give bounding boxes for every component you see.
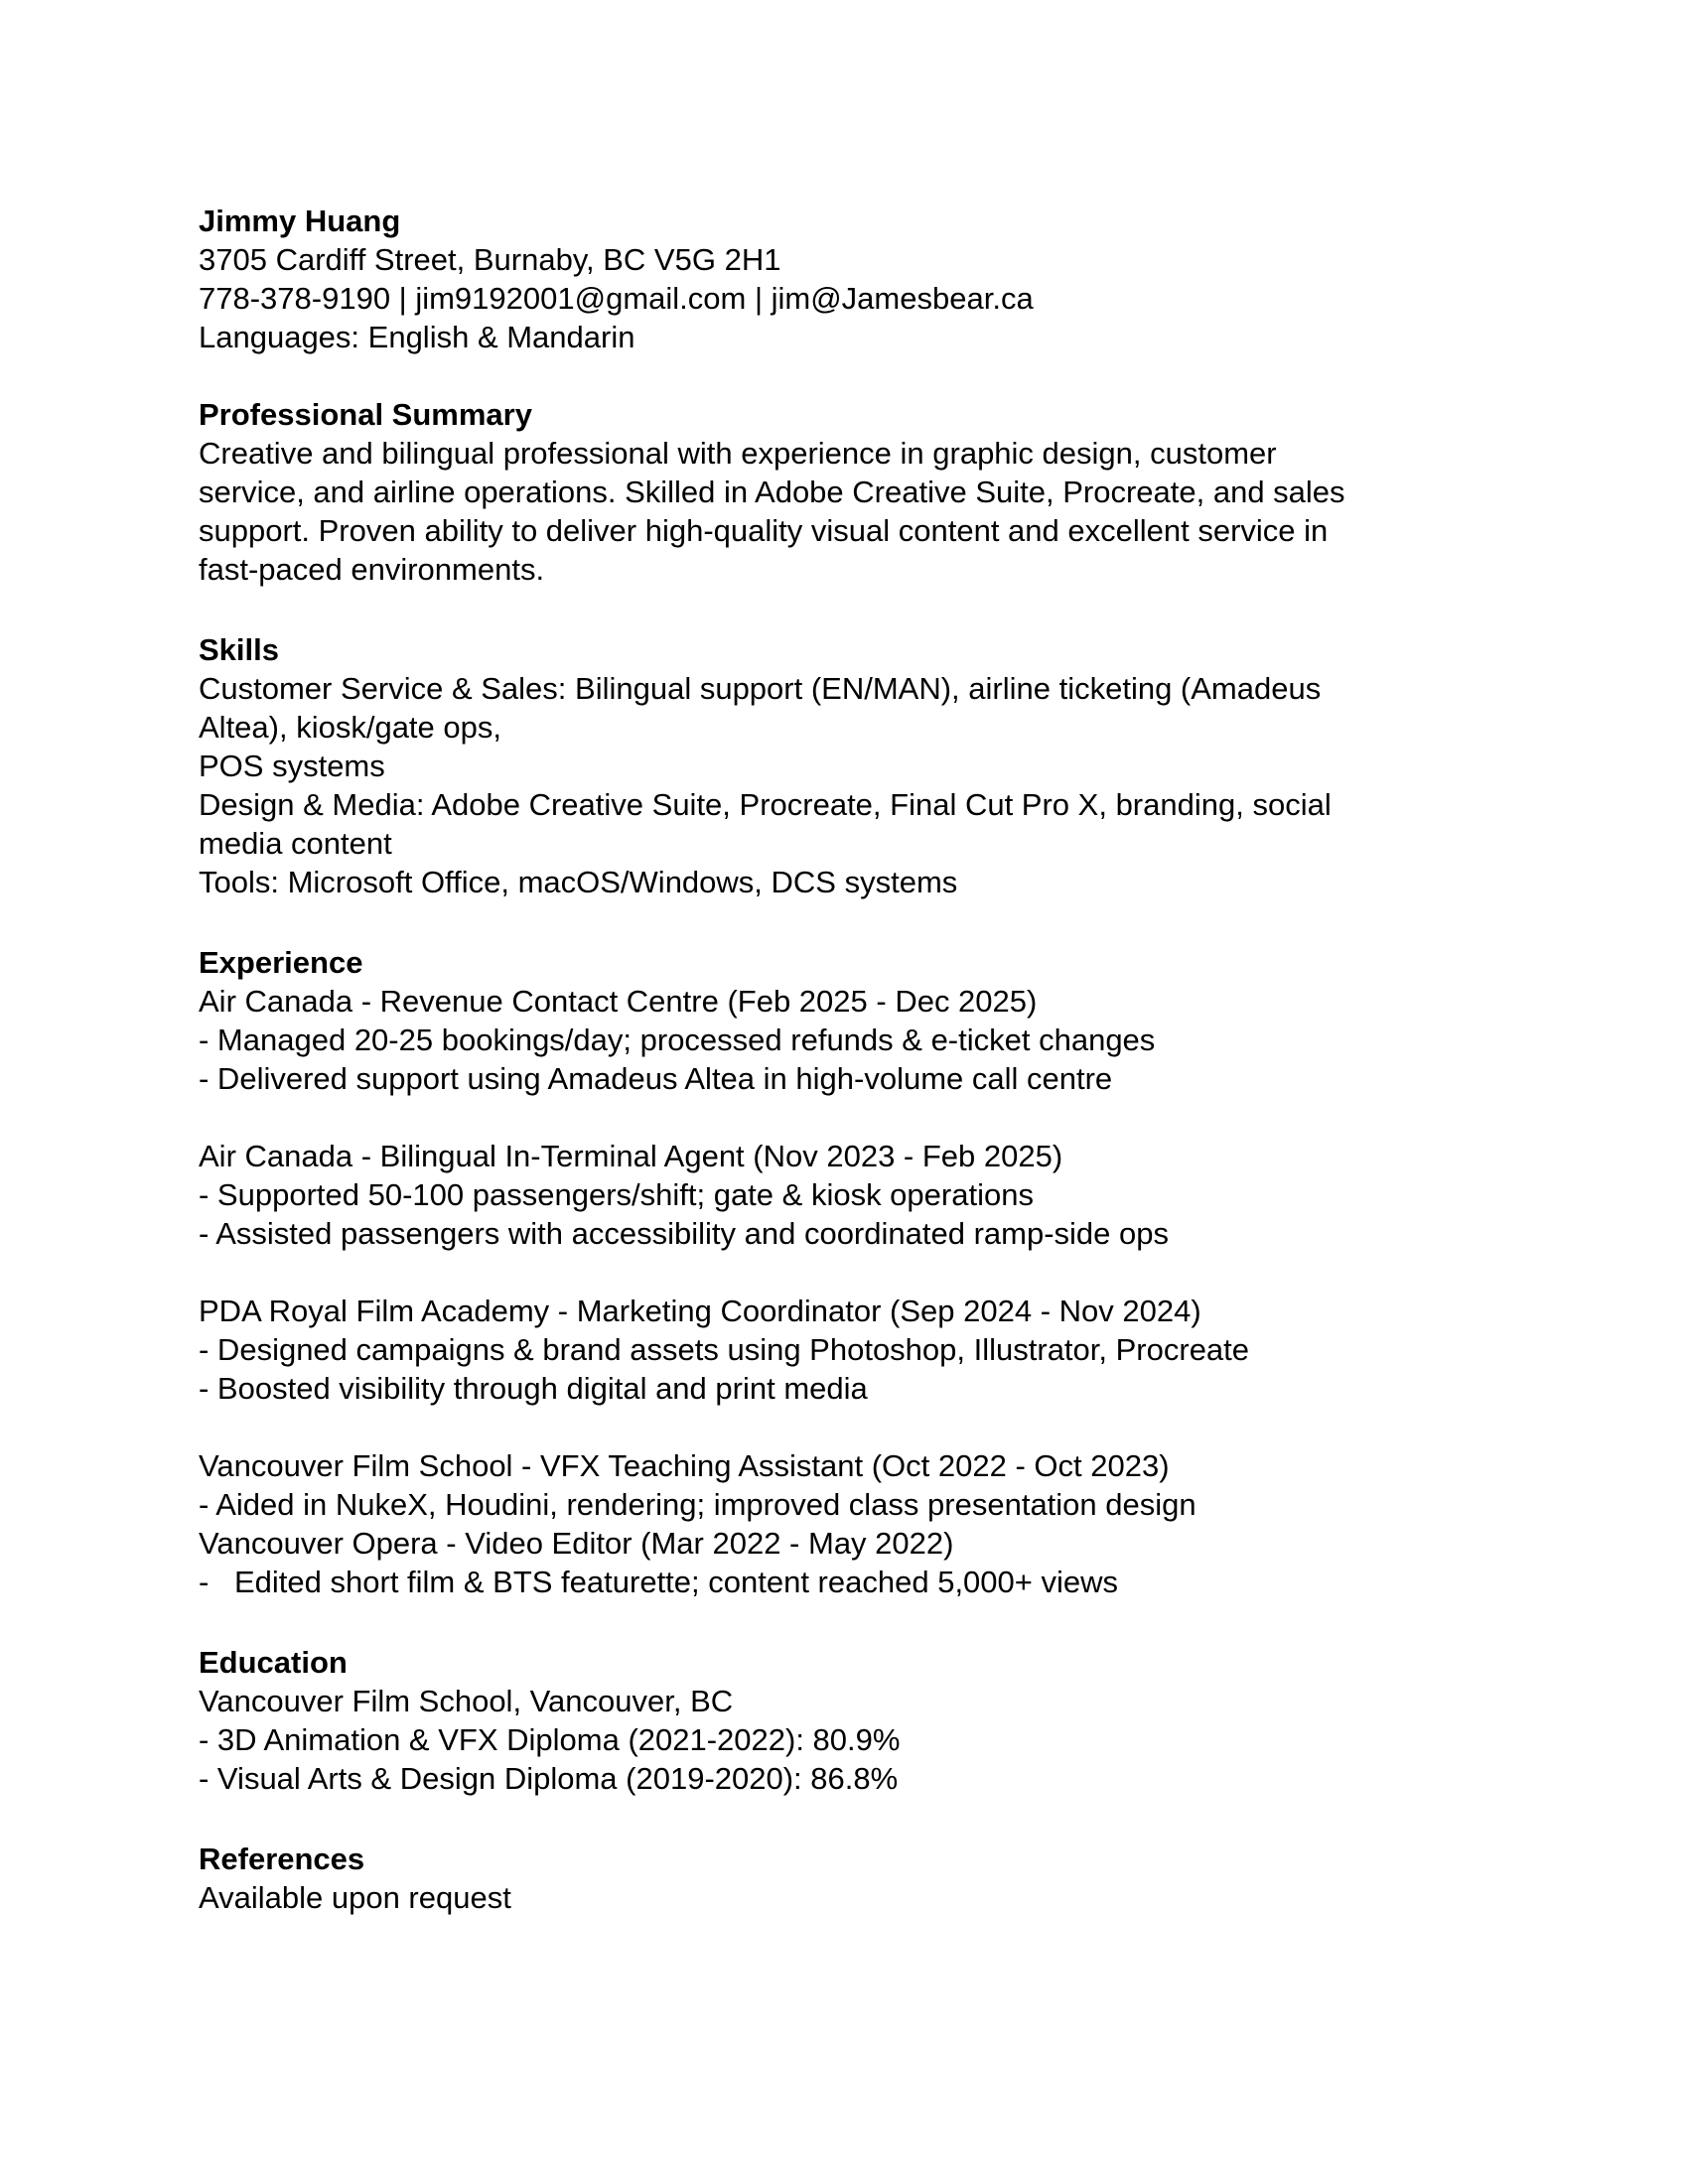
- spacer: [199, 901, 1489, 943]
- contact-block: [199, 202, 1489, 356]
- resume-document: [199, 202, 1489, 1917]
- skills-line: Altea), kiosk/gate ops,: [199, 710, 501, 745]
- languages-line: Languages: English & Mandarin: [199, 320, 635, 354]
- job-bullet: - Boosted visibility through digital and print media: [199, 1371, 868, 1406]
- skills-line: POS systems: [199, 749, 385, 783]
- job-title: Air Canada - Bilingual In-Terminal Agent (Nov 2023 - Feb 2025): [199, 1139, 1063, 1173]
- spacer: [199, 1408, 1489, 1446]
- job-bullet: - Managed 20-25 bookings/day; processed refunds & e-ticket changes: [199, 1023, 1156, 1057]
- spacer: [199, 1601, 1489, 1643]
- skills-line: Tools: Microsoft Office, macOS/Windows, DCS systems: [199, 865, 958, 899]
- spacer: [199, 1098, 1489, 1137]
- spacer: [199, 589, 1489, 630]
- summary-line: Creative and bilingual professional with experience in graphic design, customer: [199, 436, 1277, 471]
- skills-section: [199, 630, 1489, 901]
- references-section: [199, 1840, 1489, 1917]
- job-bullet: - Designed campaigns & brand assets using Photoshop, Illustrator, Procreate: [199, 1332, 1250, 1367]
- summary-section: [199, 395, 1489, 589]
- summary-line: support. Proven ability to deliver high-quality visual content and excellent service in: [199, 513, 1329, 548]
- job-bullet: - Supported 50-100 passengers/shift; gate & kiosk operations: [199, 1177, 1034, 1212]
- job-entry: [199, 1292, 1489, 1408]
- bullet-dash: -: [199, 1565, 210, 1599]
- candidate-name: Jimmy Huang: [199, 204, 401, 238]
- job-bullet: - Delivered support using Amadeus Altea in high-volume call centre: [199, 1061, 1113, 1096]
- summary-line: fast-paced environments.: [199, 552, 545, 587]
- job-title: Vancouver Opera - Video Editor (Mar 2022 - May 2022): [199, 1526, 954, 1561]
- education-item: - 3D Animation & VFX Diploma (2021-2022): 80.9%: [199, 1722, 901, 1757]
- job-title: Air Canada - Revenue Contact Centre (Feb 2025 - Dec 2025): [199, 984, 1038, 1019]
- spacer: [199, 1253, 1489, 1292]
- section-heading: Experience: [199, 945, 363, 980]
- section-heading: Education: [199, 1645, 348, 1680]
- job-bullet: - Aided in NukeX, Houdini, rendering; improved class presentation design: [199, 1487, 1196, 1522]
- job-bullet: [199, 1563, 1489, 1601]
- job-bullet: - Assisted passengers with accessibility and coordinated ramp-side ops: [199, 1216, 1169, 1251]
- spacer: [199, 356, 1489, 395]
- summary-line: service, and airline operations. Skilled in Adobe Creative Suite, Procreate, and sales: [199, 475, 1345, 509]
- section-heading: References: [199, 1842, 365, 1876]
- address-line: 3705 Cardiff Street, Burnaby, BC V5G 2H1: [199, 242, 781, 277]
- education-section: [199, 1643, 1489, 1798]
- skills-line: Design & Media: Adobe Creative Suite, Procreate, Final Cut Pro X, branding, social: [199, 787, 1332, 822]
- job-entry: [199, 1446, 1489, 1524]
- skills-line: Customer Service & Sales: Bilingual support (EN/MAN), airline ticketing (Amadeus: [199, 671, 1322, 706]
- spacer: [199, 1798, 1489, 1840]
- references-text: Available upon request: [199, 1880, 511, 1915]
- job-entry: [199, 982, 1489, 1098]
- contact-line: 778-378-9190 | jim9192001@gmail.com | jim@Jamesbear.ca: [199, 281, 1034, 316]
- section-heading: Skills: [199, 632, 279, 667]
- job-bullet-text: Edited short film & BTS featurette; content reached 5,000+ views: [234, 1565, 1119, 1599]
- school-line: Vancouver Film School, Vancouver, BC: [199, 1684, 734, 1718]
- job-title: Vancouver Film School - VFX Teaching Assistant (Oct 2022 - Oct 2023): [199, 1448, 1170, 1483]
- experience-section: [199, 943, 1489, 1601]
- skills-line: media content: [199, 826, 392, 861]
- section-heading: Professional Summary: [199, 397, 532, 432]
- job-title: PDA Royal Film Academy - Marketing Coordinator (Sep 2024 - Nov 2024): [199, 1294, 1201, 1328]
- education-item: - Visual Arts & Design Diploma (2019-2020): 86.8%: [199, 1761, 899, 1796]
- job-entry: [199, 1137, 1489, 1253]
- job-entry: [199, 1524, 1489, 1601]
